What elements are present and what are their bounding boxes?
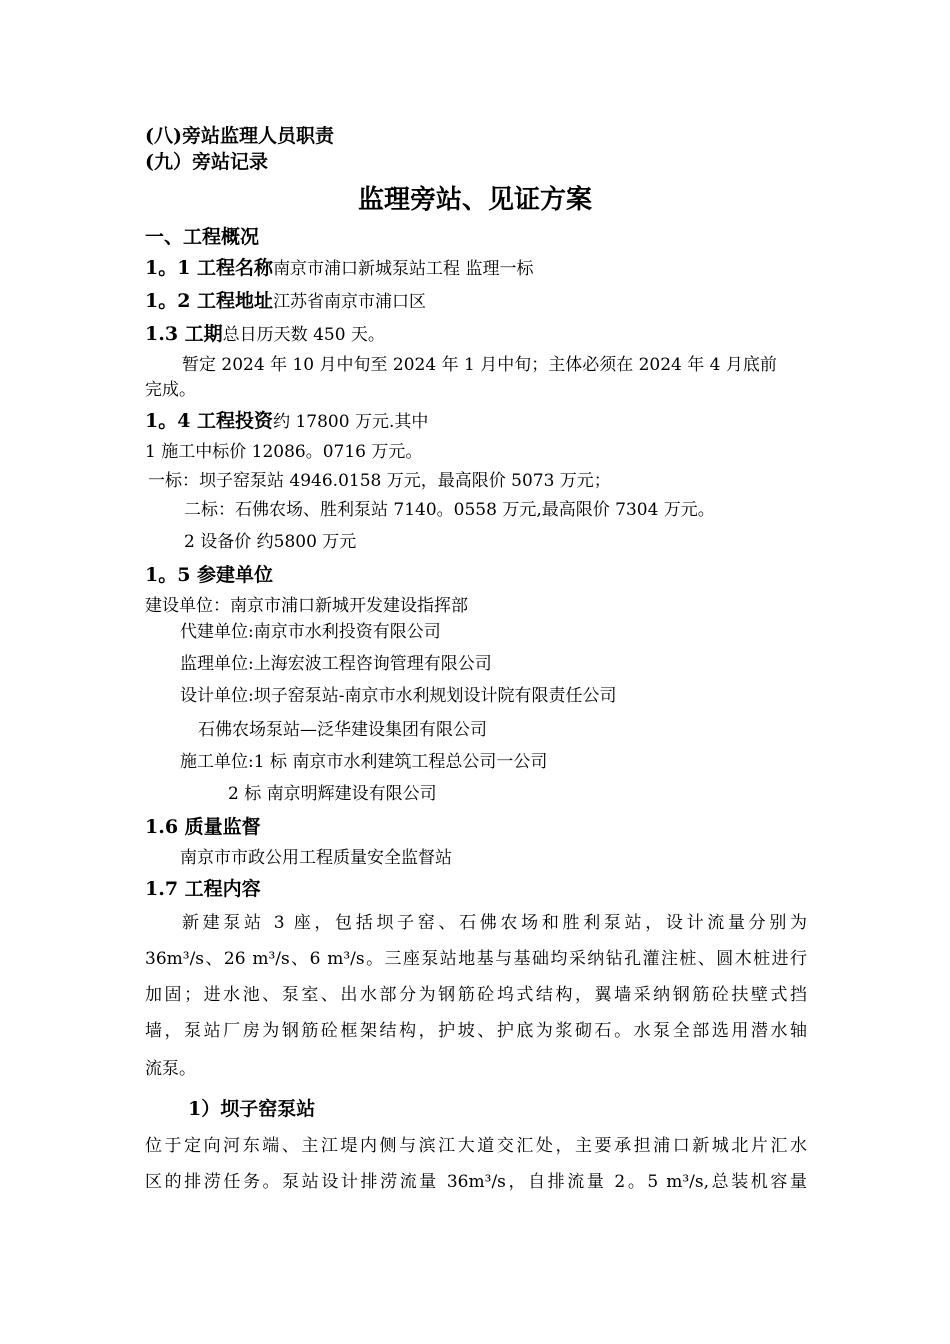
project-address-line: [145, 289, 426, 314]
investment-value: 约 17800 万元.其中: [273, 412, 429, 432]
investment-label: 1。4 工程投资: [145, 410, 274, 432]
subsection-heading: 1）坝子窑泵站: [188, 1098, 316, 1120]
participant-line: 代建单位:南京市水利投资有限公司: [180, 622, 441, 642]
duration-label: 1.3 工期: [145, 323, 223, 345]
quality-supervision-label: 1.6 质量监督: [145, 816, 261, 838]
investment-item: 一标：坝子窑泵站 4946.0158 万元，最高限价 5073 万元；: [148, 471, 611, 491]
works-content-paragraph: 新建泵站 3 座，包括坝子窑、石佛农场和胜利泵站，设计流量分别为: [182, 913, 807, 933]
participant-line: 石佛农场泵站—泛华建设集团有限公司: [198, 720, 487, 740]
page-title: 监理旁站、见证方案: [357, 185, 592, 215]
participant-line: 施工单位:1 标 南京市水利建筑工程总公司一公司: [180, 752, 548, 772]
participant-line: 2 标 南京明辉建设有限公司: [228, 784, 437, 804]
project-name-label: 1。1 工程名称: [145, 257, 274, 279]
investment-item: 二标：石佛农场、胜利泵站 7140。0558 万元,最高限价 7304 万元。: [184, 500, 715, 520]
participant-line: 建设单位：南京市浦口新城开发建设指挥部: [145, 596, 468, 616]
duration-value: 总日历天数 450 天。: [222, 325, 385, 345]
participant-line: 设计单位:坝子窑泵站-南京市水利规划设计院有限责任公司: [180, 686, 617, 706]
project-name-line: [145, 256, 533, 281]
quality-supervision-value: 南京市市政公用工程质量安全监督站: [180, 848, 452, 868]
works-content-paragraph: 加固；进水池、泵室、出水部分为钢筋砼坞式结构，翼墙采纳钢筋砼扶壁式挡: [145, 985, 807, 1005]
pump-station-paragraph: 位于定向河东端、主江堤内侧与滨江大道交汇处，主要承担浦口新城北片汇水: [145, 1136, 807, 1156]
toc-item-9: (九）旁站记录: [145, 151, 268, 173]
investment-item: 1 施工中标价 12086。0716 万元。: [145, 442, 423, 462]
investment-line: [145, 409, 428, 434]
works-content-paragraph: 流泵。: [145, 1059, 196, 1079]
project-name-value: 南京市浦口新城泵站工程 监理一标: [273, 259, 534, 279]
duration-paragraph: 暂定 2024 年 10 月中旬至 2024 年 1 月中旬；主体必须在 2024 年 4 月底前: [182, 355, 777, 375]
toc-item-8: (八)旁站监理人员职责: [145, 125, 334, 147]
works-content-paragraph: 墙，泵站厂房为钢筋砼框架结构，护坡、护底为浆砌石。水泵全部选用潜水轴: [145, 1021, 807, 1041]
works-content-label: 1.7 工程内容: [145, 878, 261, 900]
participant-line: 监理单位:上海宏波工程咨询管理有限公司: [180, 654, 492, 674]
duration-paragraph: 完成。: [145, 380, 196, 400]
participants-label: 1。5 参建单位: [145, 564, 274, 586]
investment-item: 2 设备价 约5800 万元: [184, 532, 357, 552]
project-address-label: 1。2 工程地址: [145, 290, 274, 312]
duration-line: [145, 322, 385, 347]
section-heading: 一、工程概况: [145, 226, 260, 248]
pump-station-paragraph: 区的排涝任务。泵站设计排涝流量 36m³/s，自排流量 2。5 m³/s,总装机容量: [145, 1172, 807, 1192]
project-address-value: 江苏省南京市浦口区: [273, 292, 427, 312]
works-content-paragraph: 36m³/s、26 m³/s、6 m³/s。三座泵站地基与基础均采纳钻孔灌注桩、圆木桩进行: [145, 949, 807, 969]
